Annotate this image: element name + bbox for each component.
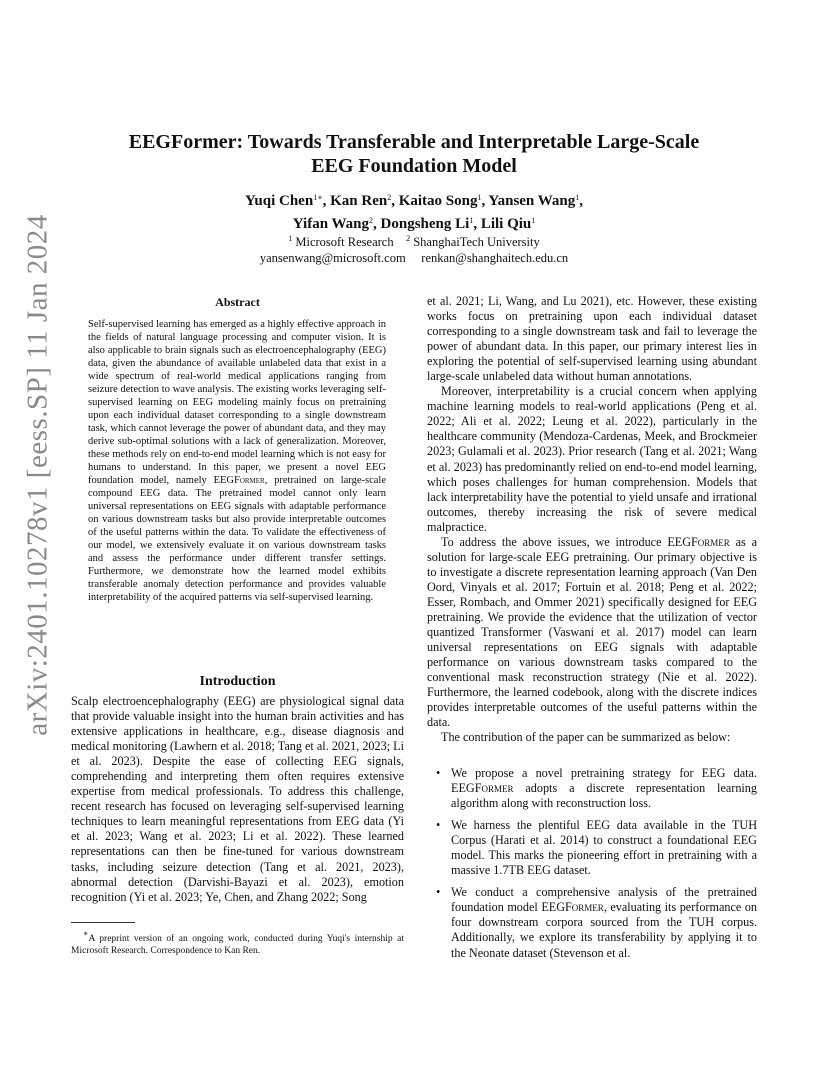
paragraph-text: as a solution for large-scale EEG pretraining. Our primary objective is to investigate a discrete representation learning approach (Van Den Oord, Vinyals et al. 2017; Fortuin et al. 2018; Peng et al. 2022; Esser, Rombach, and Ommer 2021) specifically designed for EEG pretraining. We provide the evidence that the utilization of vector quantized Transformer (Vaswani et al. 2017) model can learn universal representations on EEG signals with adaptable performance on various downstream tasks compared to the conventional mask reconstruction strategy (Nie et al. 2022). Furthermore, the learned codebook, along with the discrete indices provides interpretable outcomes of the useful patterns within the data. xyxy=(427,534,757,730)
paragraph-text: To address the above issues, we introduce xyxy=(441,534,668,549)
paragraph: Moreover, interpretability is a crucial concern when applying machine learning models to real-world applications (Peng et al. 2022; Ali et al. 2022; Leung et al. 2022), particularly in the healthcare community (Mendoza-Cardenas, Meek, and Brockmeier 2023; Gulamali et al. 2023). Prior research (Tang et al. 2021; Wang et al. 2023) has predominantly relied on end-to-end model learning, which poses challenges for human comprehension. Models that lack interpretability have the potential to yield unsafe and irrational outcomes, thereby increasing the risk of severe medical malpractice. xyxy=(427,384,757,534)
list-item-text: , evaluating its performance on four downstream corpora sourced from the TUH corpus. Additionally, we explore its transferability by applying it to the Neonate dataset (Stevenson et al. xyxy=(451,900,758,960)
author-name: , Dongsheng Li xyxy=(373,216,470,232)
author-affil-mark: 1 xyxy=(531,216,536,225)
title-line-1: EEGFormer: Towards Transferable and Interpretable Large-Scale xyxy=(128,131,700,153)
affiliation-line xyxy=(0,231,828,250)
paragraph: et al. 2021; Li, Wang, and Lu 2021), etc. However, these existing works focus on pretraining upon each individual dataset corresponding to a single downstream task and fail to leverage the power of abundant data. In this paper, our primary interest lies in exploring the potential of self-supervised learning using abundant large-scale unlabeled data without human annotations. xyxy=(427,294,757,384)
bullet-icon: • xyxy=(436,885,441,900)
author-name: Yuqi Chen xyxy=(244,193,314,209)
author-name: , Kan Ren xyxy=(322,193,388,209)
author-list xyxy=(0,188,828,234)
authors-line-1 xyxy=(0,188,828,211)
author-affil-mark: 1∗ xyxy=(313,193,323,202)
contribution-list xyxy=(436,766,757,968)
footnote-text: A preprint version of an ongoing work, conducted during Yuqi's internship at Microsoft Research. Correspondence to Kan Ren. xyxy=(71,934,404,956)
introduction-body: Scalp electroencephalography (EEG) are physiological signal data that provide valuable insight into the human brain activities and has extensive applications in healthcare, e.g., disease diagnosis and medical monitoring (Lawhern et al. 2018; Tang et al. 2021, 2023; Li et al. 2023). Despite the ease of collecting EEG signals, comprehending and interpreting them often requires extensive expertise from medical professionals. To address this challenge, recent research has focused on leveraging self-supervised learning techniques to learn meaningful representations from EEG data (Yi et al. 2023; Wang et al. 2023; Li et al. 2022). These learned representations can then be fine-tuned for various downstream tasks, including seizure detection (Tang et al. 2021, 2023), abnormal detection (Darvishi-Bayazi et al. 2023), emotion recognition (Yi et al. 2023; Ye, Chen, and Zhang 2022; Song xyxy=(71,694,404,904)
affiliations xyxy=(0,231,828,266)
author-affil-mark: 2 xyxy=(387,193,392,202)
footnote-mark: ∗ xyxy=(83,929,89,938)
introduction-heading: Introduction xyxy=(199,674,276,689)
paragraph xyxy=(427,535,757,731)
author-separator: , xyxy=(579,193,584,209)
author-name: Yifan Wang xyxy=(292,216,370,232)
model-name: EEGFormer xyxy=(541,900,604,915)
model-name: EEGFormer xyxy=(667,534,730,549)
list-item xyxy=(436,885,757,960)
author-affil-mark: 1 xyxy=(575,193,580,202)
author-affil-mark: 2 xyxy=(369,216,374,225)
list-item xyxy=(436,766,757,811)
title-line-2: EEG Foundation Model xyxy=(311,155,517,177)
list-item-text: adopts a discrete representation learning algorithm along with reconstruction loss. xyxy=(451,781,757,811)
author-emails: yansenwang@microsoft.com renkan@shanghaitech.edu.cn xyxy=(259,251,569,265)
bullet-icon: • xyxy=(436,766,441,780)
arxiv-sidebar xyxy=(18,214,58,736)
author-name: , Lili Qiu xyxy=(473,216,532,232)
abstract-body xyxy=(88,318,386,604)
model-name: EEGFormer xyxy=(451,781,514,796)
author-name: , Yansen Wang xyxy=(481,193,576,209)
affil-mark-1: 1 xyxy=(288,234,293,243)
list-item-text: We propose a novel pretraining strategy for EEG data. xyxy=(451,766,757,780)
paragraph: The contribution of the paper can be summarized as below: xyxy=(441,730,731,745)
model-name: EEGFormer xyxy=(213,475,265,486)
footnote xyxy=(71,928,404,957)
abstract-text: Self-supervised learning has emerged as a highly effective approach in the fields of natural language processing and computer vision. It is also applicable to brain signals such as electroencephalography (EEG) data, given the abundance of available unlabeled data that exist in a wide spectrum of real-world medical applications ranging from seizure detection to wave analysis. The existing works leveraging self-supervised learning on EEG modeling mainly focus on pretraining upon each individual dataset corresponding to a single downstream task, which cannot leverage the power of abundant data, and they may derive sub-optimal solutions with a lack of generalization. Moreover, these methods rely on end-to-end model learning which is not easy for humans to understand. In this paper, we present a novel EEG foundation model, namely xyxy=(88,319,386,486)
paper-title xyxy=(0,130,828,178)
arxiv-identifier: arXiv:2401.10278v1 [eess.SP] 11 Jan 2024 xyxy=(21,214,54,736)
affil-mark-2: 2 xyxy=(406,234,411,243)
footnote-rule xyxy=(71,922,135,923)
affiliation-2: ShanghaiTech University xyxy=(410,235,540,249)
affiliation-1: Microsoft Research xyxy=(292,235,394,249)
list-item-text: We conduct a comprehensive analysis of the pretrained foundation model xyxy=(451,885,757,915)
abstract-heading: Abstract xyxy=(215,295,260,309)
list-item xyxy=(436,818,757,878)
right-column xyxy=(427,294,757,745)
author-affil-mark: 1 xyxy=(469,216,474,225)
bullet-icon: • xyxy=(436,818,441,833)
list-item-text: We harness the plentiful EEG data available in the TUH Corpus (Harati et al. 2014) to construct a foundational EEG model. This marks the pioneering effort in pretraining with a massive 1.7TB EEG dataset. xyxy=(451,818,757,878)
author-name: , Kaitao Song xyxy=(391,193,478,209)
author-affil-mark: 1 xyxy=(477,193,482,202)
abstract-text: , pretrained on large-scale compound EEG data. The pretrained model cannot only learn universal representations on EEG signals with adaptable performance on various downstream tasks but also provide interpretable outcomes of the useful patterns within the data. To validate the effectiveness of our model, we extensively evaluate it on various downstream tasks and assess the performance under different transfer settings. Furthermore, we demonstrate how the learned model exhibits transferable anomaly detection performance and provides valuable interpretability of the acquired patterns via self-supervised learning. xyxy=(88,475,386,603)
